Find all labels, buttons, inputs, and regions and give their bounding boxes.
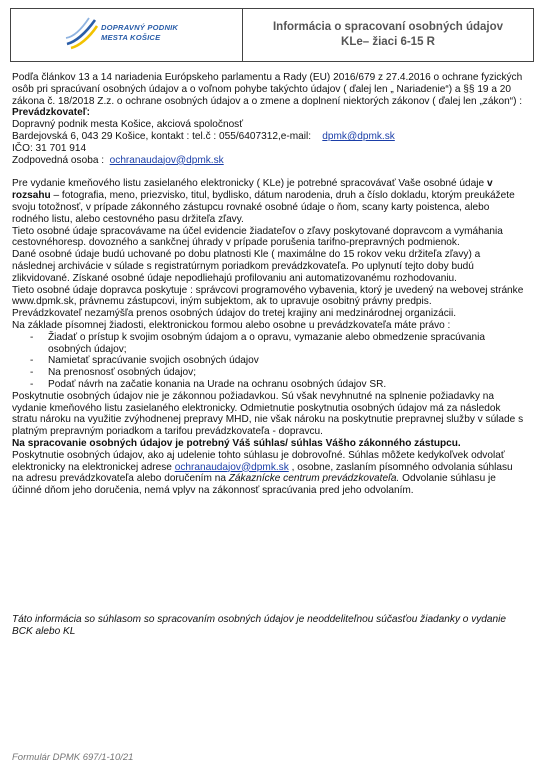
operator-address-text: Bardejovská 6, 043 29 Košice, kontakt : tel.č : 055/6407312,e-mail: bbox=[12, 130, 312, 142]
purpose-paragraph: Tieto osobné údaje spracovávame na účel evidencie žiadateľov o zľavy poskytované dopravcom a vymáhania cestovnéhoresp. dovozného a sankčnej úhrady v prípade porušenia tarifno-prepravných podmienok. bbox=[12, 225, 503, 249]
consent-text-italic: Zákaznícke centrum prevádzkovateľa. bbox=[228, 473, 400, 485]
responsible-person bbox=[12, 155, 526, 167]
responsible-email-link[interactable]: ochranaudajov@dpmk.sk bbox=[109, 154, 224, 166]
logo-line-1: DOPRAVNÝ PODNIK bbox=[101, 23, 179, 32]
recipients-paragraph: Tieto osobné údaje dopravca poskytuje : správcovi programového vybavenia, ktorý je uvedený na webovej stránke www.dpmk.sk, právnemu zástupcovi, iným subjektom, ak to upravuje osobitný právny predpis. bbox=[12, 284, 524, 308]
operator-name: Dopravný podnik mesta Košice, akciová spoločnosť bbox=[12, 119, 244, 131]
scope-text-start: Pre vydanie kmeňového listu zasielaného elektronicky ( KLe) je potrebné spracovávať Vaše osobné údaje bbox=[12, 178, 485, 190]
consent-text-mid: , osobne, zaslaním písomného odvolania súhlasu na adresu prevádzkovateľa alebo doručením na bbox=[12, 461, 513, 485]
list-item-text: Namietať spracúvanie svojich osobných údajov bbox=[48, 355, 259, 367]
document-header bbox=[10, 8, 534, 62]
consent-note: Táto informácia so súhlasom so spracovaním osobných údajov je neoddeliteľnou súčasťou žiadanky o vydanie BCK alebo KL bbox=[12, 614, 507, 637]
document-body bbox=[12, 72, 526, 497]
title-line-2: KLe– žiaci 6-15 R bbox=[341, 36, 435, 48]
document-title bbox=[243, 9, 533, 61]
operator-address bbox=[12, 131, 526, 143]
list-item: - Namietať spracúvanie svojich osobných údajov bbox=[30, 355, 259, 367]
consent-heading: Na spracovanie osobných údajov je potrebný Váš súhlas/ súhlas Vášho zákonného zástupcu. bbox=[12, 437, 461, 449]
scope-text-bold: v rozsahu bbox=[12, 178, 493, 202]
responsible-label: Zodpovedná osoba : bbox=[12, 154, 105, 166]
list-item-text: Žiadať o prístup k svojim osobným údajom a o opravu, vymazanie alebo obmedzenie spracúvania osobných údajov; bbox=[48, 331, 485, 355]
operator-heading: Prevádzkovateľ: bbox=[12, 107, 90, 119]
logo-line-2: MESTA KOŠICE bbox=[101, 32, 161, 42]
consent-paragraph bbox=[12, 450, 526, 497]
list-item: - Žiadať o prístup k svojim osobným údajom a o opravu, vymazanie alebo obmedzenie spracúvania osobných údajov; bbox=[30, 331, 485, 355]
retention-paragraph: Dané osobné údaje budú uchované po dobu platnosti Kle ( maximálne do 15 rokov veku držiteľa zľavy) a následnej archivácie v súlade s registratúrnym poriadkom prevádzkovateľa. Po uplynutí tejto doby budú zlikvidované. Získané osobné údaje nepodliehajú profilovaniu ani automatizovanému rozhodovaniu. bbox=[12, 249, 481, 284]
list-item: - Na prenosnosť osobných údajov; bbox=[30, 367, 196, 379]
transfer-paragraph: Prevádzkovateľ nezamýšľa prenos osobných údajov do tretej krajiny ani medzinárodnej organizácii. bbox=[12, 308, 457, 320]
consent-text-start: Poskytnutie osobných údajov, ako aj udelenie tohto súhlasu je dobrovoľné. Súhlas môžete kedykoľvek odvolať elektronicky na elektronickej adrese bbox=[12, 449, 505, 473]
company-logo-icon bbox=[65, 16, 99, 52]
logo-text bbox=[101, 23, 178, 42]
form-number: Formulár DPMK 697/1-10/21 bbox=[12, 752, 134, 763]
requirement-paragraph: Poskytnutie osobných údajov nie je zákonnou požiadavkou. Sú však nevyhnutné na splnenie požiadavky na vydanie kmeňového listu zasielaného elektronicky. Odmietnutie poskytnutia osobných údajov má za následok stratu nároku na využitie zvýhodnenej prepravy MHD, nie však nároku na poskytnutie prepravnej služby v súlade s platným prepravným poriadkom a tarifou prevádzkovateľa - dopravcu. bbox=[12, 390, 524, 438]
rights-intro: Na základe písomnej žiadosti, elektronickou formou alebo osobne u prevádzkovateľa máte právo : bbox=[12, 319, 451, 331]
consent-email-link[interactable]: ochranaudajov@dpmk.sk bbox=[174, 461, 289, 473]
consent-text-end: Odvolanie súhlasu je účinné dňom jeho doručenia, nemá vplyv na zákonnosť spracúvania pred jeho odvolaním. bbox=[12, 473, 496, 497]
scope-paragraph bbox=[12, 178, 526, 225]
logo-cell bbox=[11, 9, 243, 61]
title-line-1: Informácia o spracovaní osobných údajov bbox=[272, 21, 504, 33]
list-item-text: Podať návrh na začatie konania na Urade na ochranu osobných údajov SR. bbox=[48, 378, 387, 390]
list-item-text: Na prenosnosť osobných údajov; bbox=[48, 367, 196, 379]
list-item: - Podať návrh na začatie konania na Urade na ochranu osobných údajov SR. bbox=[30, 378, 387, 390]
operator-email-link[interactable]: dpmk@dpmk.sk bbox=[322, 130, 395, 142]
intro-paragraph: Podľa článkov 13 a 14 nariadenia Európskeho parlamentu a Rady (EU) 2016/679 z 27.4.2016 o ochrane fyzických osôb pri spracúvaní osobných údajov a o voľnom pohybe takýchto údajov ( ďalej len „ Nariadenie“) a §§ 19 a 20 zákona č. 18/2018 Z.z. o ochrane osobných údajov a o zmene a doplnení niektorých zákonov ( ďalej len „zákon“) : bbox=[12, 72, 523, 107]
scope-text-rest: – fotografia, meno, priezvisko, titul, bydlisko, dátum narodenia, druh a číslo dokladu, ktorým preukážete svoju totožnosť, v prípade zákonného zástupcu rovnaké osobné údaje o ňom, scany karty poistenca, alebo rodného listu, alebo cestovného pasu držiteľa zľavy. bbox=[12, 190, 515, 225]
operator-ico: IČO: 31 701 914 bbox=[12, 142, 87, 154]
rights-list bbox=[12, 332, 526, 391]
